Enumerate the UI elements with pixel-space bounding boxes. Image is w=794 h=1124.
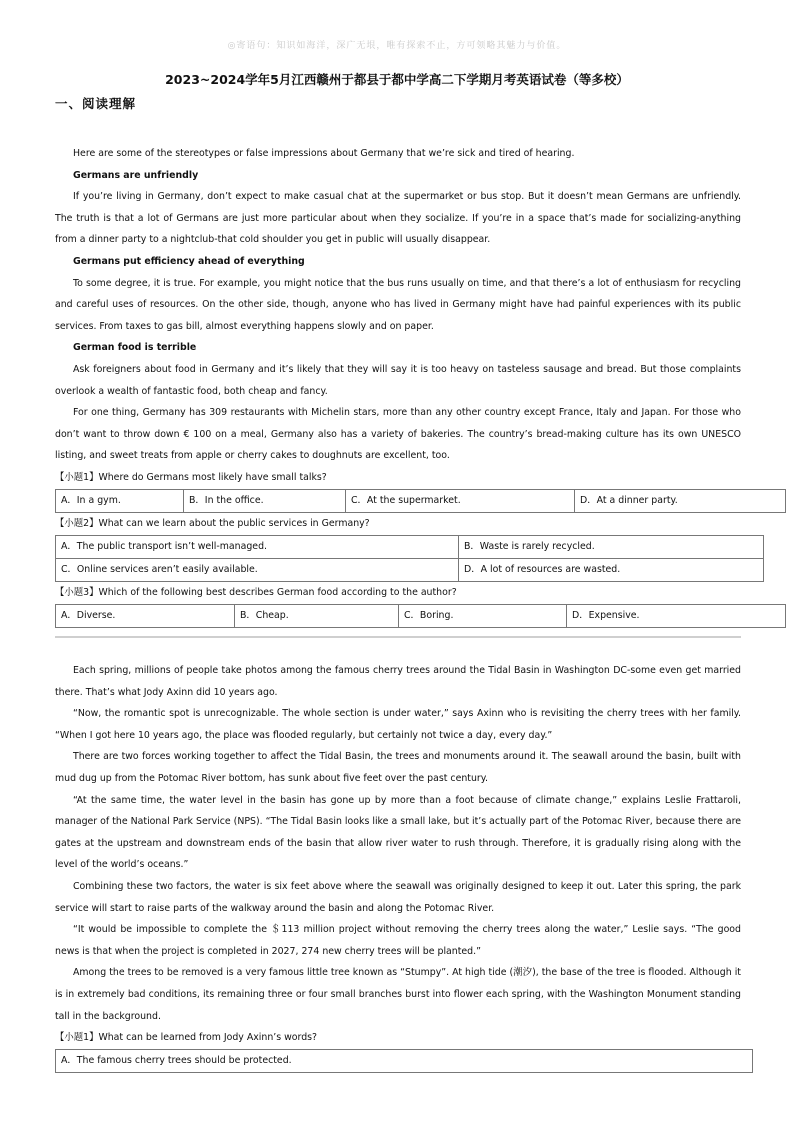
answer-option[interactable]: A．The public transport isn’t well-managed. xyxy=(56,535,459,558)
options-table xyxy=(55,604,786,628)
answer-option[interactable]: D．At a dinner party. xyxy=(575,489,786,512)
answer-option[interactable]: C．Online services aren’t easily available. xyxy=(56,558,459,581)
answer-option[interactable]: C．At the supermarket. xyxy=(346,489,575,512)
paragraph: “It would be impossible to complete the ＄113 million project without removing the cherry trees along the water,” Leslie says. “The good news is that when the project is completed in 2027, 274 new cherry trees will be planted.” xyxy=(55,924,741,957)
watermark: ◎寄语句：知识如海洋，深广无垠，唯有探索不止，方可领略其魅力与价值。 xyxy=(227,41,567,51)
question-prompt: 【小题1】What can be learned from Jody Axinn’s words? xyxy=(55,1032,318,1044)
paragraph: “Now, the romantic spot is unrecognizable. The whole section is under water,” says Axinn who is revisiting the cherry trees with her family. “When I got here 10 years ago, the place was flooded regularly, but certainly not twice a day, every day.” xyxy=(55,708,741,741)
answer-option[interactable]: D．Expensive. xyxy=(567,604,786,627)
paragraph: To some degree, it is true. For example, you might notice that the bus runs usually on time, and that there’s a lot of enthusiasm for recycling and careful uses of resources. On the other side, though, anyone who has lived in Germany might have had painful experiences with its public services. From taxes to gas bill, almost everything happens slowly and on paper. xyxy=(55,277,741,332)
answer-option[interactable]: A．In a gym. xyxy=(56,489,184,512)
paragraph: Here are some of the stereotypes or false impressions about Germany that we’re sick and tired of hearing. xyxy=(73,148,575,159)
answer-option[interactable]: D．A lot of resources are wasted. xyxy=(459,558,764,581)
answer-option[interactable]: A．The famous cherry trees should be protected. xyxy=(56,1050,753,1073)
exam-title: 2023~2024学年5月江西赣州于都县于都中学高二下学期月考英语试卷（等多校） xyxy=(165,72,629,87)
question-prompt: 【小题3】Which of the following best describes German food according to the author? xyxy=(55,586,457,598)
subheading: German food is terrible xyxy=(73,342,197,354)
options-table xyxy=(55,489,786,513)
passage-1 xyxy=(55,143,741,628)
passage-2 xyxy=(55,660,741,1073)
answer-option[interactable]: C．Boring. xyxy=(399,604,567,627)
paragraph: Among the trees to be removed is a very famous little tree known as “Stumpy”. At high tide (潮汐), the base of the tree is flooded. Although it is in extremely bad conditions, its remaining three or four small branches burst into flower each spring, with the Washington Monument standing tall in the background. xyxy=(55,967,741,1022)
section-heading: 一、阅读理解 xyxy=(55,96,137,111)
paragraph: Combining these two factors, the water is six feet above where the seawall was originally designed to keep it out. Later this spring, the park service will start to raise parts of the walkway around the basin and along the Potomac River. xyxy=(55,880,741,914)
subheading: Germans put efficiency ahead of everything xyxy=(73,255,305,267)
answer-option[interactable]: A．Diverse. xyxy=(56,604,235,627)
paragraph: Ask foreigners about food in Germany and it’s likely that they will say it is too heavy on tasteless sausage and bread. But those complaints overlook a wealth of fantastic food, both cheap and fancy. xyxy=(55,363,741,397)
question-prompt: 【小题2】What can we learn about the public services in Germany? xyxy=(55,517,370,529)
paragraph: If you’re living in Germany, don’t expect to make casual chat at the supermarket or bus stop. But it doesn’t mean Germans are unfriendly. The truth is that a lot of Germans are just more particular about when they socialize. If you’re in a space that’s made for socializing-anything from a dinner party to a nightclub-that cold shoulder you get in public will usually disappear. xyxy=(55,191,741,246)
paragraph: Each spring, millions of people take photos among the famous cherry trees around the Tidal Basin in Washington DC-some even get married there. That’s what Jody Axinn did 10 years ago. xyxy=(55,665,741,698)
answer-option[interactable]: B．Cheap. xyxy=(235,604,399,627)
answer-option[interactable]: B．Waste is rarely recycled. xyxy=(459,535,764,558)
options-table xyxy=(55,535,764,582)
paragraph: “At the same time, the water level in the basin has gone up by more than a foot because of climate change,” explains Leslie Frattaroli, manager of the National Park Service (NPS). “The Tidal Basin looks like a small lake, but it’s actually part of the Potomac River, because there are gates at the upstream and downstream ends of the basin that allow river water to rush through. Therefore, it is gradually rising along with the level of the world’s oceans.” xyxy=(55,794,741,871)
passage-divider xyxy=(55,636,741,638)
paragraph: There are two forces working together to affect the Tidal Basin, the trees and monuments around it. The seawall around the basin, built with mud dug up from the Potomac River bottom, has sunk about five feet over the past century. xyxy=(55,751,741,784)
options-table xyxy=(55,1049,753,1073)
subheading: Germans are unfriendly xyxy=(73,169,199,181)
paragraph: For one thing, Germany has 309 restaurants with Michelin stars, more than any other country except France, Italy and Japan. For those who don’t want to throw down € 100 on a meal, Germany also has a variety of bakeries. The country’s bread-making culture has its own UNESCO listing, and sweet treats from apple or cherry cakes to doughnuts are excellent, too. xyxy=(55,407,741,462)
question-prompt: 【小题1】Where do Germans most likely have small talks? xyxy=(55,471,327,483)
answer-option[interactable]: B．In the office. xyxy=(184,489,346,512)
